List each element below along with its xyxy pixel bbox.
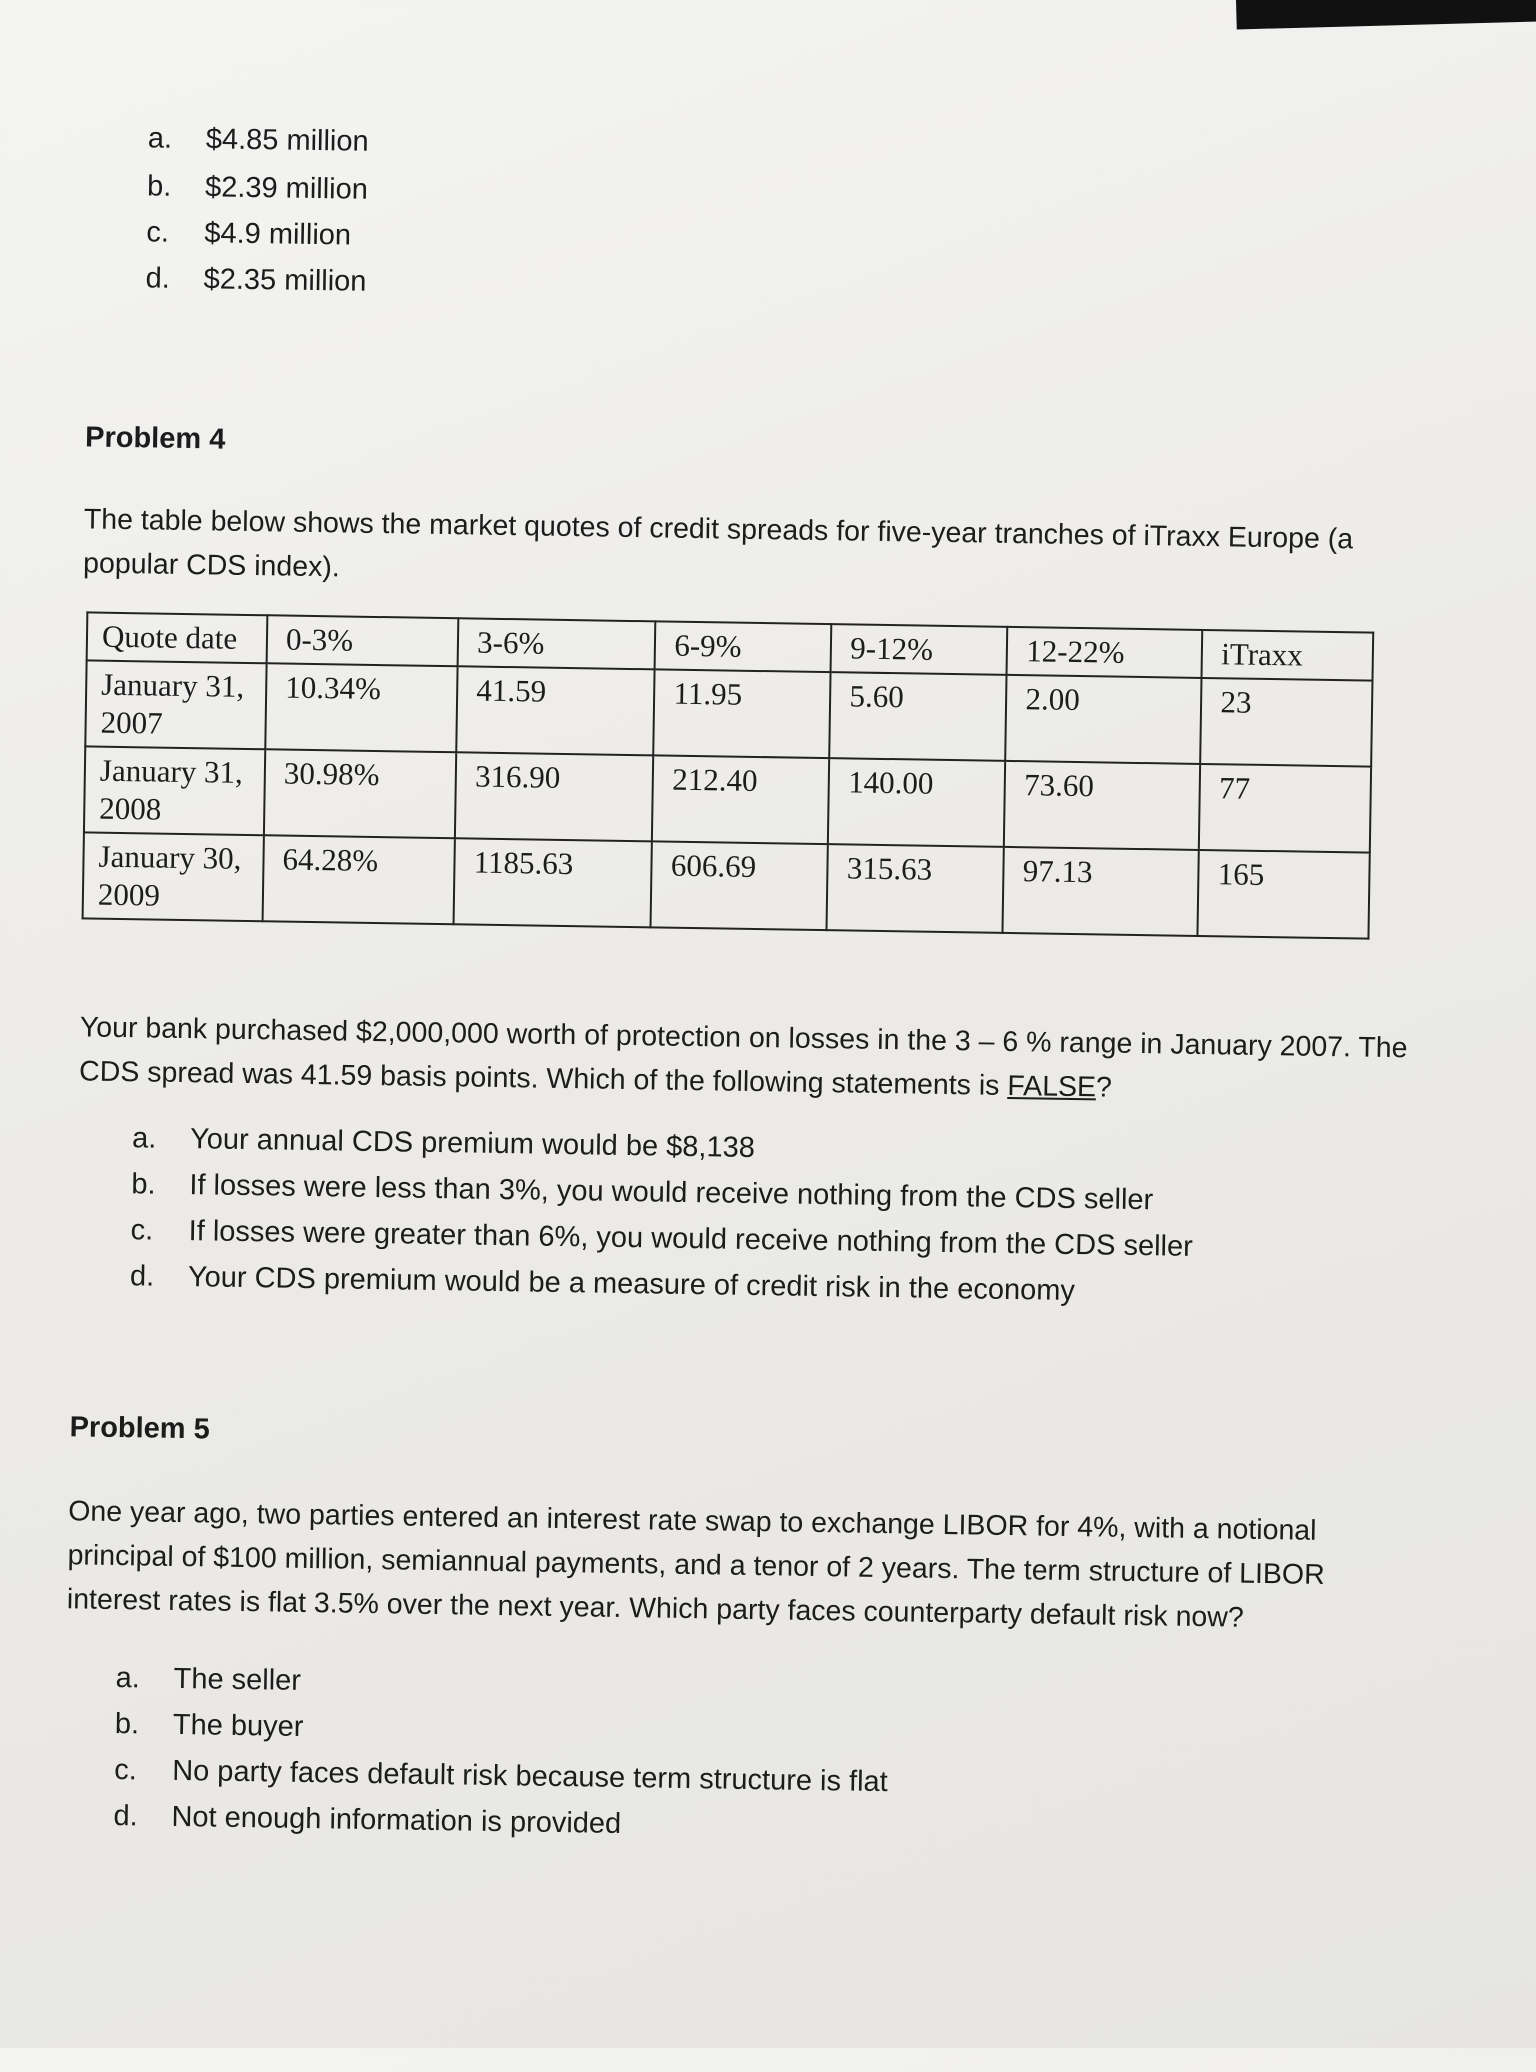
table-header-cell: 6-9%	[655, 621, 832, 672]
table-cell: 1185.63	[454, 838, 653, 927]
problem-4-option-d: d. Your CDS premium would be a measure of credit risk in the economy	[129, 1260, 1076, 1308]
table-cell: January 31, 2008	[84, 746, 265, 835]
false-keyword: FALSE	[1007, 1069, 1097, 1104]
problem-5-option-a: a. The seller	[115, 1662, 302, 1697]
prev-option-c: c. $4.9 million	[146, 216, 352, 252]
problem-4-intro: The table below shows the market quotes of credit spreads for five-year tranches of iTraxx Europe (a popular CDS index).	[82, 503, 1354, 584]
problem-5-option-d: d. Not enough information is provided	[113, 1800, 622, 1840]
table-cell: 10.34%	[265, 663, 458, 752]
table-header-cell: 12-22%	[1007, 627, 1203, 678]
table-cell: 316.90	[455, 752, 654, 841]
table-header-cell: 3-6%	[458, 618, 656, 669]
prev-option-b: b. $2.39 million	[146, 170, 369, 206]
table-cell: 73.60	[1004, 761, 1200, 850]
prev-option-d: d. $2.35 million	[145, 262, 367, 298]
table-header-cell: iTraxx	[1202, 630, 1373, 681]
table-header-cell: 9-12%	[831, 624, 1008, 675]
table-header-cell: 0-3%	[267, 615, 459, 666]
problem-4-heading: Problem 4	[84, 421, 226, 456]
table-cell: 97.13	[1003, 847, 1199, 936]
problem-4-option-c: c. If losses were greater than 6%, you would receive nothing from the CDS seller	[130, 1214, 1194, 1263]
table-cell: January 30, 2009	[83, 832, 264, 921]
table-cell: 23	[1201, 678, 1373, 767]
prev-option-a: a. $4.85 million	[147, 122, 369, 158]
table-cell: 30.98%	[264, 749, 457, 838]
table-cell: 64.28%	[263, 835, 456, 924]
table-cell: 41.59	[456, 666, 655, 755]
table-cell: 165	[1198, 850, 1370, 939]
table-cell: 606.69	[651, 841, 828, 930]
problem-4-option-a: a. Your annual CDS premium would be $8,138	[131, 1122, 756, 1164]
problem-4-question: Your bank purchased $2,000,000 worth of protection on losses in the 3 – 6 % range in January 2007. The CDS spread was 41.59 basis points. Which of the following statements is FALSE?	[78, 1011, 1408, 1104]
table-cell: 77	[1199, 764, 1371, 853]
table-cell: 11.95	[654, 669, 831, 758]
problem-4-option-b: b. If losses were less than 3%, you would receive nothing from the CDS seller	[131, 1168, 1154, 1217]
table-cell: 2.00	[1006, 675, 1202, 764]
credit-spread-table	[82, 611, 1375, 939]
table-cell: January 31, 2007	[85, 660, 266, 749]
table-cell: 5.60	[830, 672, 1007, 761]
table-cell: 140.00	[828, 758, 1005, 847]
problem-5-option-c: c. No party faces default risk because term structure is flat	[113, 1754, 889, 1799]
problem-5-heading: Problem 5	[69, 1411, 211, 1446]
table-cell: 212.40	[652, 755, 829, 844]
table-header-cell: Quote date	[87, 612, 268, 663]
table-cell: 315.63	[827, 844, 1004, 933]
problem-5-option-b: b. The buyer	[114, 1708, 304, 1743]
problem-5-question: One year ago, two parties entered an interest rate swap to exchange LIBOR for 4%, with a notional principal of $100 million, semiannual payments, and a tenor of 2 years. The term structure of LIBOR interest rates is flat 3.5% over the next year. Which party faces counterparty default risk now?	[66, 1495, 1325, 1634]
